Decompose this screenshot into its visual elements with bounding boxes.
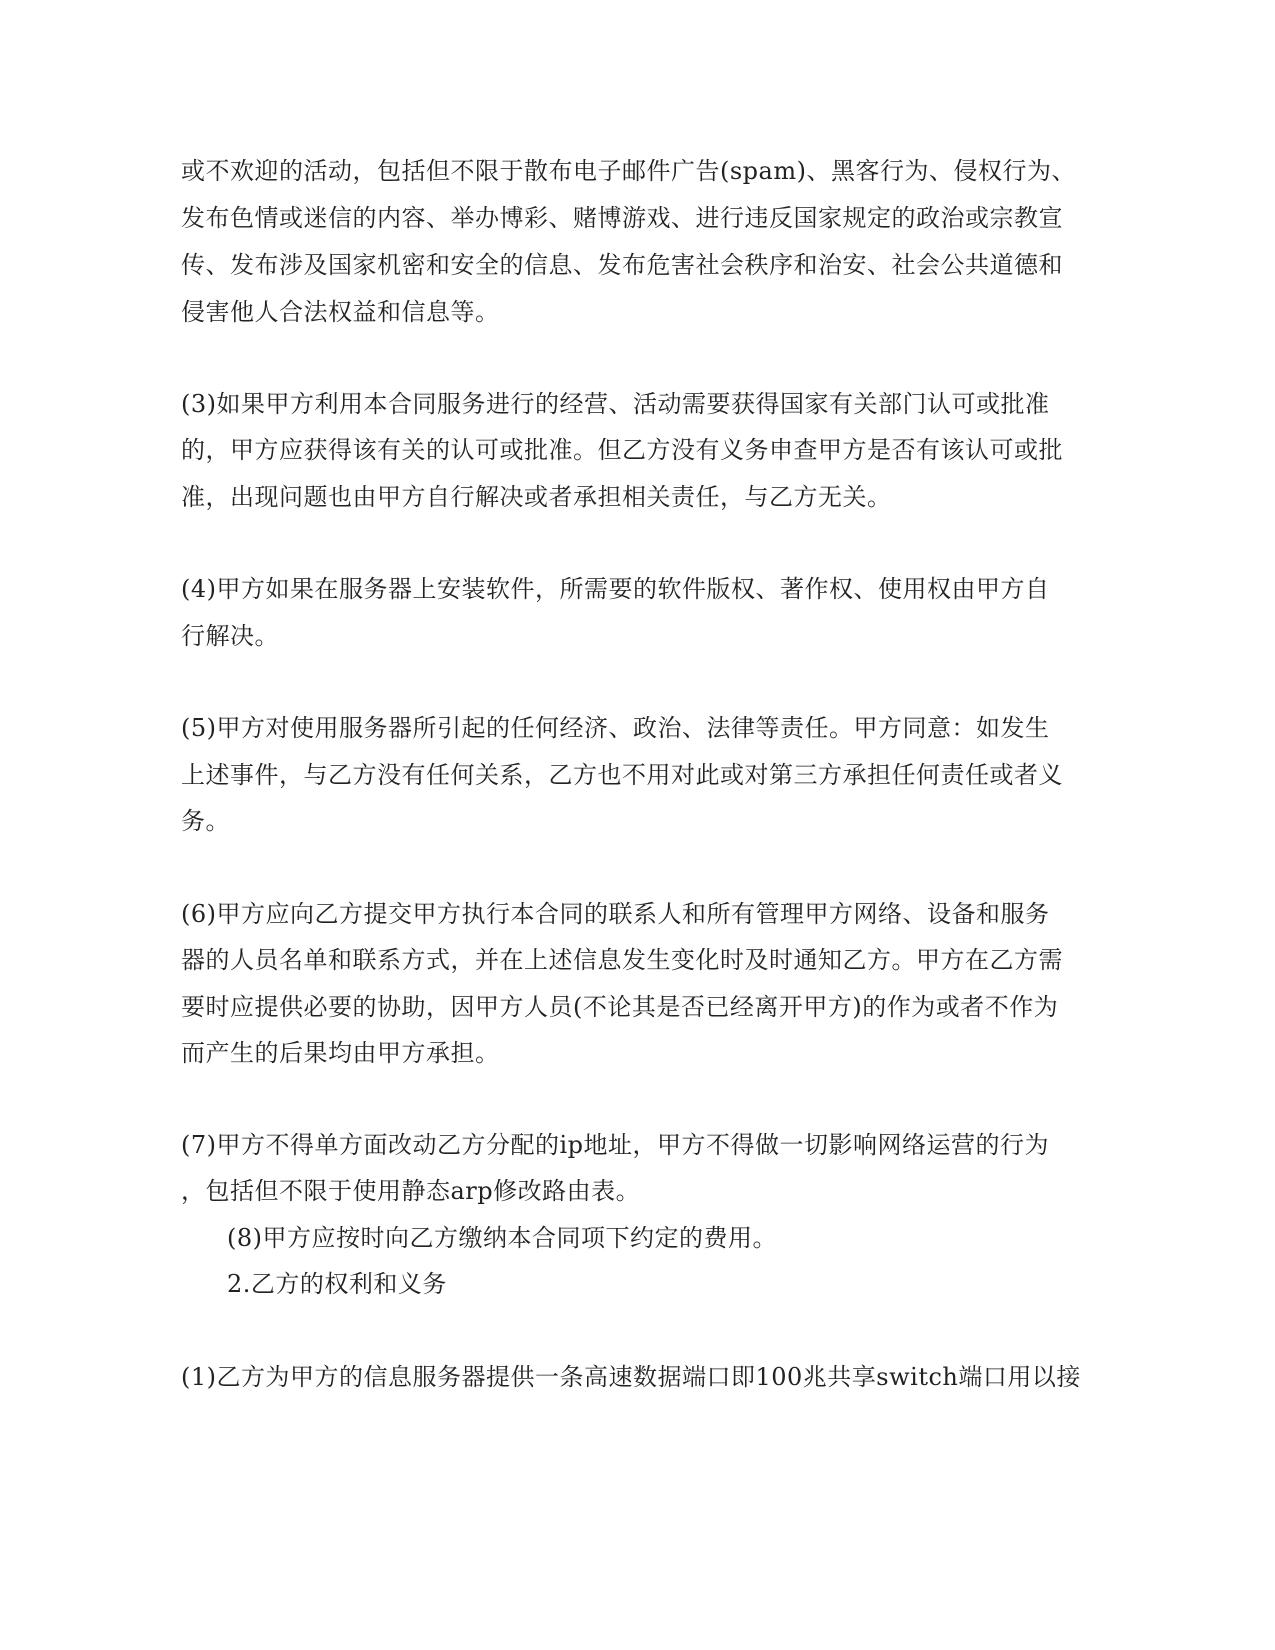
text-line: 上述事件，与乙方没有任何关系，乙方也不用对此或对第三方承担任何责任或者义 <box>181 761 1063 789</box>
text-line: 侵害他人合法权益和信息等。 <box>181 298 500 326</box>
text-line: (7)甲方不得单方面改动乙方分配的ip地址，甲方不得做一切影响网络运营的行为 <box>181 1131 1050 1159</box>
text-line: 要时应提供必要的协助，因甲方人员(不论其是否已经离开甲方)的作为或者不作为 <box>181 993 1059 1021</box>
text-line: (8)甲方应按时向乙方缴纳本合同项下约定的费用。 <box>227 1224 777 1252</box>
text-line: 或不欢迎的活动，包括但不限于散布电子邮件广告(spam)、黑客行为、侵权行为、 <box>181 157 1076 185</box>
text-line: ，包括但不限于使用静态arp修改路由表。 <box>181 1177 641 1205</box>
text-line: 而产生的后果均由甲方承担。 <box>181 1039 500 1067</box>
text-line: 务。 <box>181 807 230 835</box>
text-line: 的，甲方应获得该有关的认可或批准。但乙方没有义务申查甲方是否有该认可或批 <box>181 436 1063 464</box>
text-line: 准，出现问题也由甲方自行解决或者承担相关责任，与乙方无关。 <box>181 483 892 511</box>
text-line: 器的人员名单和联系方式，并在上述信息发生变化时及时通知乙方。甲方在乙方需 <box>181 946 1063 974</box>
text-line: (5)甲方对使用服务器所引起的任何经济、政治、法律等责任。甲方同意：如发生 <box>181 714 1050 742</box>
section-heading: 2.乙方的权利和义务 <box>227 1270 447 1298</box>
text-line: (1)乙方为甲方的信息服务器提供一条高速数据端口即100兆共享switch端口用以接 <box>181 1363 1081 1391</box>
text-line: (4)甲方如果在服务器上安装软件，所需要的软件版权、著作权、使用权由甲方自 <box>181 575 1050 603</box>
text-line: 发布色情或迷信的内容、举办博彩、赌博游戏、进行违反国家规定的政治或宗教宣 <box>181 204 1063 232</box>
text-line: (6)甲方应向乙方提交甲方执行本合同的联系人和所有管理甲方网络、设备和服务 <box>181 900 1050 928</box>
text-line: (3)如果甲方利用本合同服务进行的经营、活动需要获得国家有关部门认可或批准 <box>181 390 1050 418</box>
text-line: 传、发布涉及国家机密和安全的信息、发布危害社会秩序和治安、社会公共道德和 <box>181 251 1063 279</box>
text-line: 行解决。 <box>181 622 279 650</box>
